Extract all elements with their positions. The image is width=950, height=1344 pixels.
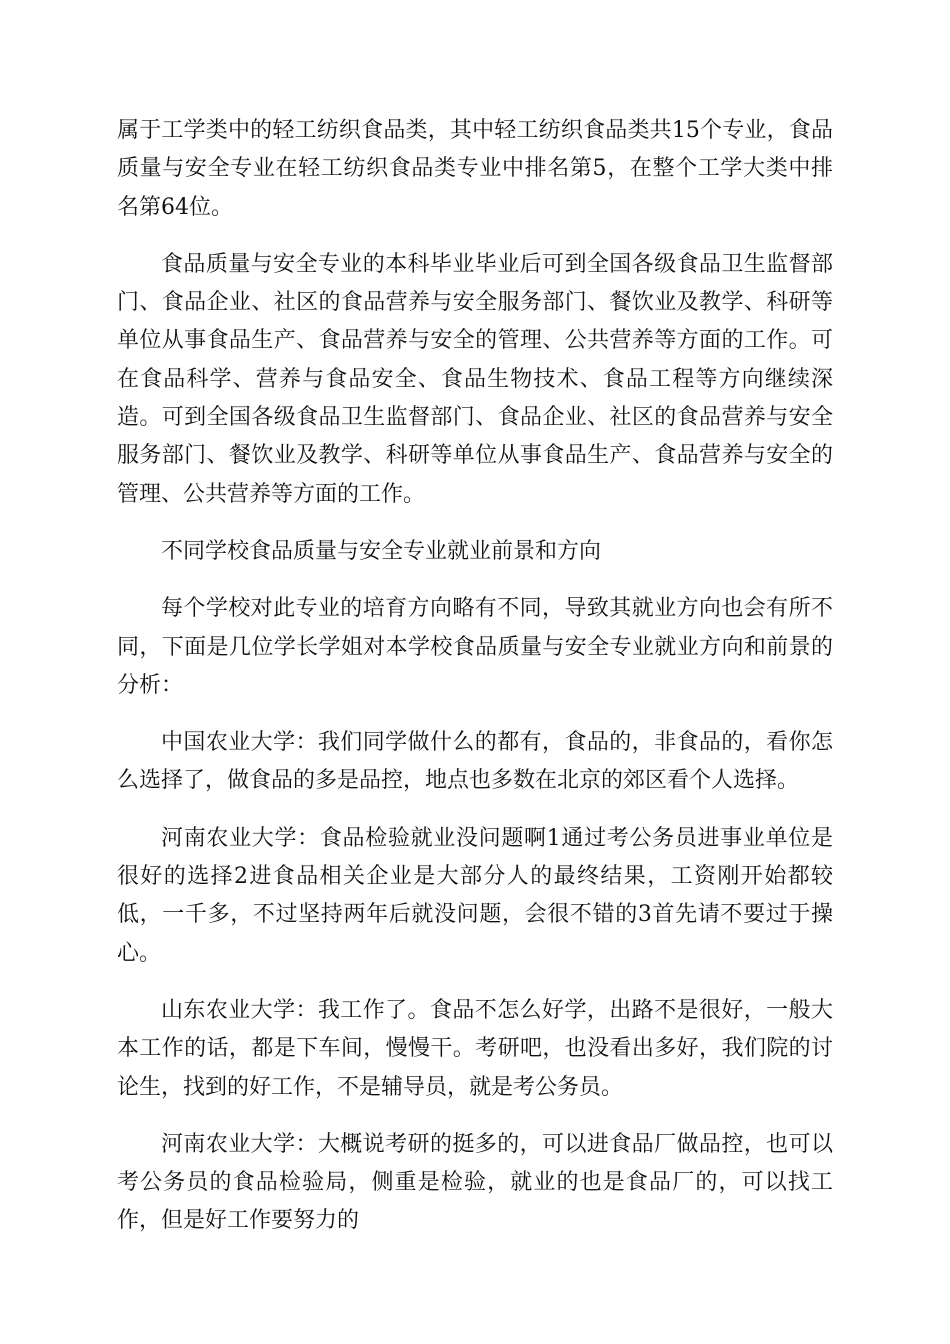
paragraph-shandong: 山东农业大学：我工作了。食品不怎么好学，出路不是很好，一般大本工作的话，都是下车间，慢慢干。考研吧，也没看出多好，我们院的讨论生，找到的好工作，不是辅导员，就是考公务员。 (117, 997, 833, 1100)
paragraph-intro-analysis: 每个学校对此专业的培育方向略有不同，导致其就业方向也会有所不同，下面是几位学长学姐对本学校食品质量与安全专业就业方向和前景的分析： (117, 596, 833, 698)
paragraph-career-overview: 食品质量与安全专业的本科毕业毕业后可到全国各级食品卫生监督部门、食品企业、社区的食品营养与安全服务部门、餐饮业及教学、科研等单位从事食品生产、食品营养与安全的管理、公共营养等方面的工作。可在食品科学、营养与食品安全、食品生物技术、食品工程等方向继续深造。可到全国各级食品卫生监督部门、食品企业、社区的食品营养与安全服务部门、餐饮业及教学、科研等单位从事食品生产、食品营养与安全的管理、公共营养等方面的工作。 (117, 251, 833, 507)
paragraph-ranking: 属于工学类中的轻工纺织食品类，其中轻工纺织食品类共15个专业，食品质量与安全专业在轻工纺织食品类专业中排名第5，在整个工学大类中排名第64位。 (117, 118, 833, 220)
paragraph-henan-2: 河南农业大学：大概说考研的挺多的，可以进食品厂做品控，也可以考公务员的食品检验局，侧重是检验，就业的也是食品厂的，可以找工作，但是好工作要努力的 (117, 1131, 833, 1234)
paragraph-henan-1: 河南农业大学：食品检验就业没问题啊1通过考公务员进事业单位是很好的选择2进食品相关企业是大部分人的最终结果，工资刚开始都较低，一千多，不过坚持两年后就没问题，会很不错的3首先请不要过于操心。 (117, 825, 833, 966)
paragraph-cau: 中国农业大学：我们同学做什么的都有，食品的，非食品的，看你怎么选择了，做食品的多是品控，地点也多数在北京的郊区看个人选择。 (117, 730, 833, 794)
section-heading: 不同学校食品质量与安全专业就业前景和方向 (161, 538, 602, 564)
document-body (117, 112, 833, 1260)
